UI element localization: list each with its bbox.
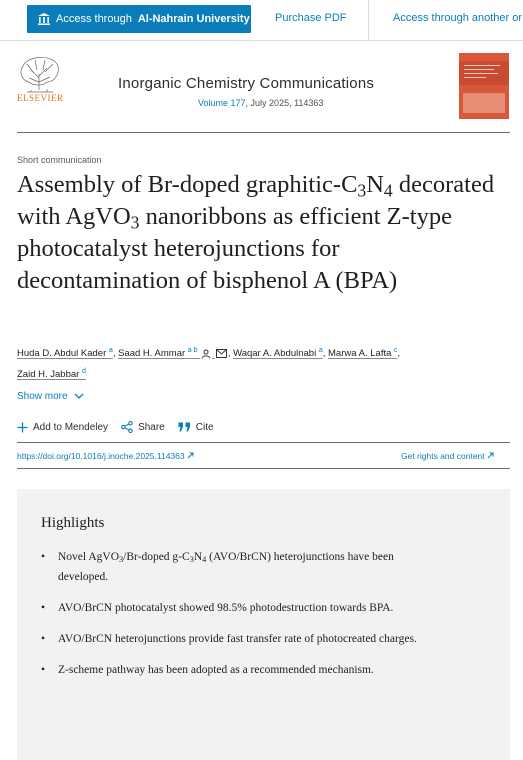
cover-title-line <box>464 65 500 66</box>
show-more-label: Show more <box>17 391 68 402</box>
title-subscript: 3 <box>357 180 367 201</box>
cover-title-line <box>464 77 486 78</box>
divider <box>17 468 510 469</box>
journal-volume-info <box>198 98 323 108</box>
author-name: Marwa A. Lafta <box>328 348 392 360</box>
affiliation-marker: d <box>81 368 86 376</box>
author-name: Huda D. Abdul Kader <box>17 348 107 360</box>
access-prefix: Access through <box>56 13 132 25</box>
title-text: Assembly of Br-doped graphitic-C <box>17 171 358 198</box>
highlights-title: Highlights <box>41 515 105 531</box>
access-other-link[interactable]: Access through another or <box>393 12 523 24</box>
topbar-divider <box>368 0 369 40</box>
share-icon <box>121 421 133 433</box>
doi-link[interactable] <box>17 451 194 461</box>
author-name: Saad H. Ammar <box>118 348 186 360</box>
access-topbar <box>0 0 523 41</box>
mail-icon[interactable] <box>216 349 227 358</box>
access-institution-button[interactable] <box>27 5 251 33</box>
affiliation-marker: c <box>394 347 398 354</box>
doi-text: https://doi.org/10.1016/j.inoche.2025.114363 <box>17 451 185 461</box>
journal-cover-image[interactable] <box>459 53 509 119</box>
mendeley-label: Add to Mendeley <box>33 421 109 433</box>
author-link[interactable] <box>118 348 228 359</box>
show-more-button[interactable] <box>17 391 84 402</box>
highlights-list <box>41 547 441 691</box>
quote-icon <box>178 422 191 432</box>
author-name: Waqar A. Abdulnabi <box>233 348 317 360</box>
volume-link[interactable]: Volume 177 <box>198 98 246 108</box>
external-link-icon <box>187 452 194 459</box>
cover-title-line <box>464 73 498 74</box>
journal-title-link[interactable]: Inorganic Chemistry Communications <box>118 75 375 92</box>
plus-icon <box>17 422 28 433</box>
rights-text: Get rights and content <box>401 451 485 461</box>
title-subscript: 4 <box>383 180 393 201</box>
affiliation-marker: a <box>108 347 113 354</box>
bank-icon <box>37 12 51 26</box>
author-link[interactable] <box>328 348 398 359</box>
affiliation-marker: a <box>318 347 323 354</box>
author-list: Huda D. Abdul Kader $^a$, Saad H. Ammar $^{a b}$ , Waqar A. Abdulnabi $^a$, Marwa A. Lafta $^c$, Zaid H. Jabbar $^d$ <box>17 347 401 381</box>
issue-date-number: , July 2025, 114363 <box>245 98 324 108</box>
title-subscript: 3 <box>130 212 140 233</box>
share-label: Share <box>138 421 165 433</box>
divider <box>17 442 510 443</box>
author-link[interactable] <box>233 348 323 359</box>
cite-button[interactable] <box>178 422 214 433</box>
highlight-item: • Novel AgVO$_3$/Br-doped $g-C_3N_4$ (AVO/BrCN) heterojunctions have been developed. <box>41 547 441 587</box>
author-link[interactable] <box>17 348 113 359</box>
cover-title-line <box>464 69 494 70</box>
author-name: Zaid H. Jabbar <box>17 369 80 381</box>
add-to-mendeley-button[interactable] <box>17 422 108 433</box>
chevron-down-icon <box>74 393 84 400</box>
divider <box>17 132 510 133</box>
access-institution-name: Al-Nahrain University <box>137 13 250 25</box>
cover-graphic <box>463 93 505 113</box>
highlights-section <box>17 489 510 760</box>
author-link[interactable] <box>17 369 86 380</box>
affiliation-marker: a b <box>187 347 198 354</box>
title-text: N <box>366 171 384 198</box>
person-icon[interactable] <box>201 349 211 359</box>
external-link-icon <box>487 452 494 459</box>
article-title <box>17 169 497 297</box>
article-type: Short communication <box>17 155 102 165</box>
title-text: nanoribbons as efficient Z-type photocatalyst heterojunctions for decontamination of bisphenol A (BPA) <box>17 203 452 294</box>
purchase-pdf-link[interactable]: Purchase PDF <box>275 12 347 24</box>
title-text: decorated with AgVO <box>17 171 495 230</box>
highlight-item: • AVO/BrCN heterojunctions provide fast transfer rate of photocreated charges. <box>41 629 441 649</box>
highlight-item: • AVO/BrCN photocatalyst showed 98.5% photodestruction towards BPA. <box>41 598 441 618</box>
highlight-item: • Z-scheme pathway has been adopted as a recommended mechanism. <box>41 660 441 680</box>
article-actions <box>17 419 227 435</box>
rights-link[interactable] <box>401 451 494 461</box>
share-button[interactable] <box>121 421 165 433</box>
cite-label: Cite <box>195 421 214 433</box>
publisher-name: ELSEVIER <box>17 93 64 103</box>
